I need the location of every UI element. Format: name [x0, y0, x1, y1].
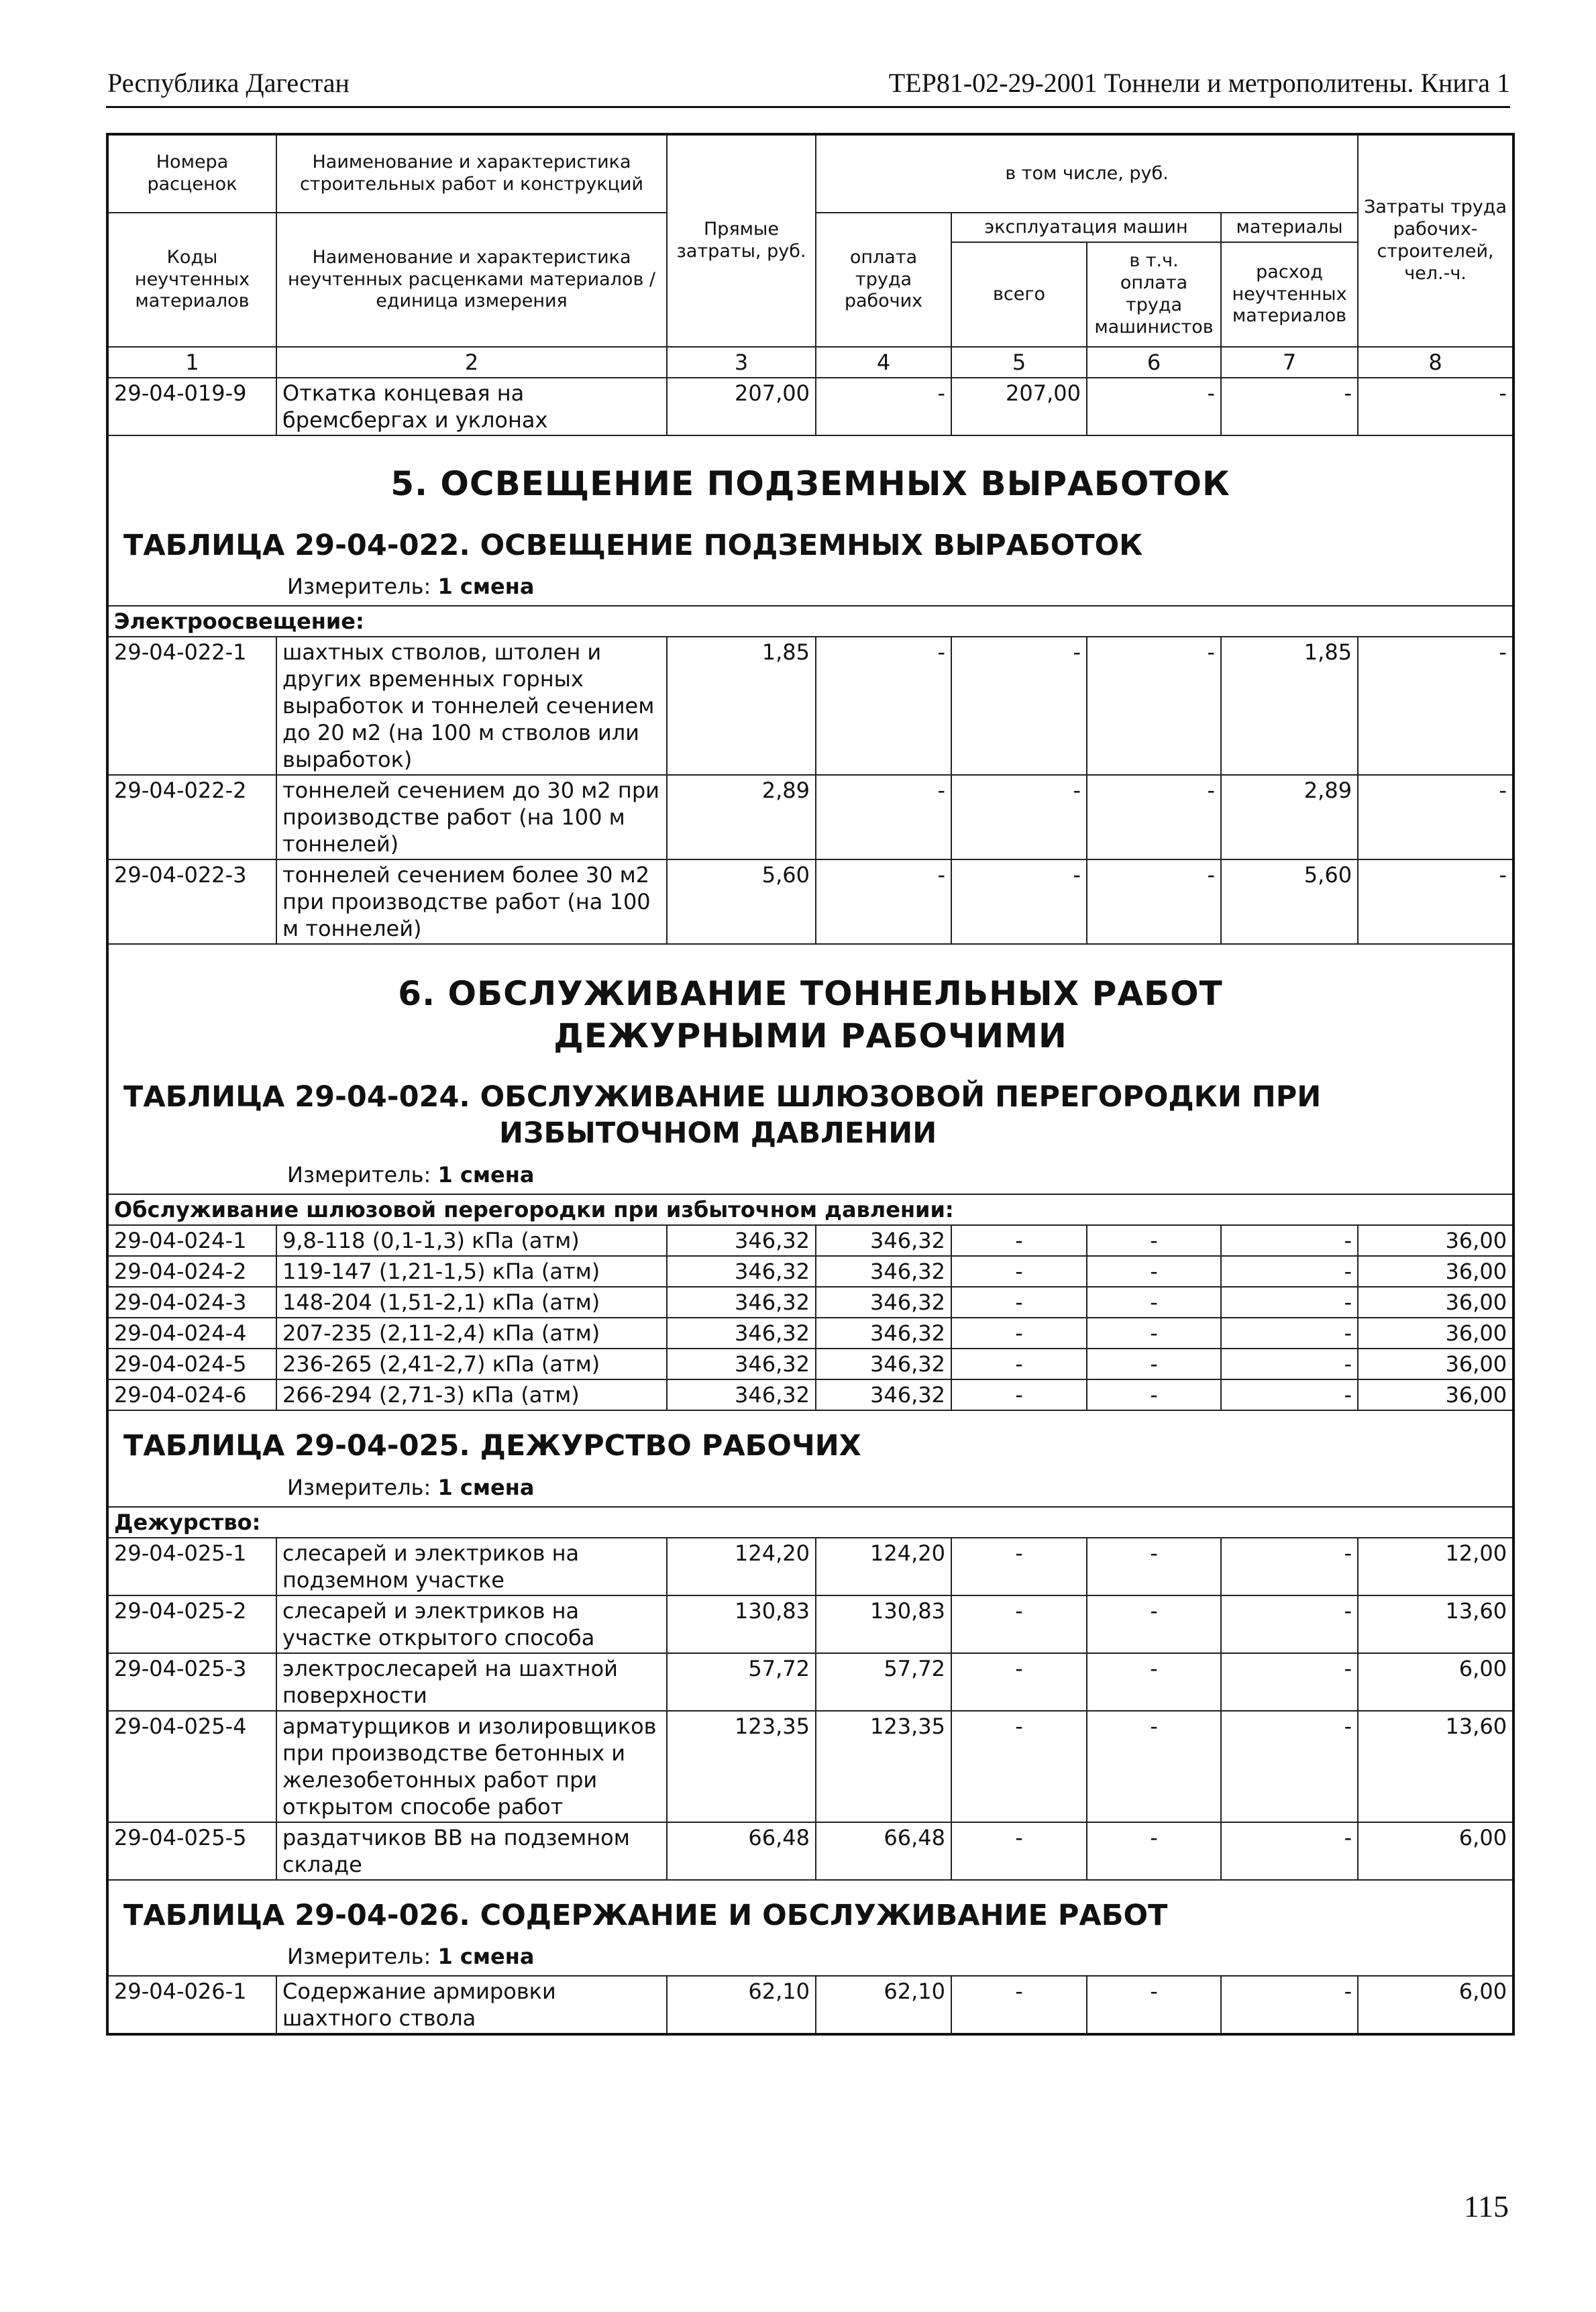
labor-pay: -	[816, 637, 951, 775]
col1-bottom-header: Коды неучтенных материалов	[107, 213, 276, 347]
labor-hours: 36,00	[1358, 1349, 1513, 1379]
labor-hours: 36,00	[1358, 1256, 1513, 1287]
rate-code: 29-04-022-3	[107, 859, 276, 944]
machines-total: -	[951, 1595, 1087, 1653]
materials-cost: -	[1221, 1287, 1358, 1318]
machinist-pay: -	[1087, 1822, 1221, 1880]
labor-hours: 36,00	[1358, 1225, 1513, 1256]
rate-code: 29-04-025-4	[107, 1711, 276, 1822]
machines-total: -	[951, 1318, 1087, 1349]
direct-costs: 346,32	[667, 1225, 816, 1256]
measure-label: Измеритель:	[287, 1161, 431, 1188]
labor-pay: -	[816, 859, 951, 944]
labor-pay: 346,32	[816, 1287, 951, 1318]
materials-cost: 1,85	[1221, 637, 1358, 775]
table-row	[107, 1976, 1513, 2034]
machines-total: 207,00	[951, 378, 1087, 435]
labor-hours: -	[1358, 637, 1513, 775]
direct-costs: 5,60	[667, 859, 816, 944]
table-row	[107, 637, 1513, 775]
machines-total: -	[951, 859, 1087, 944]
machinist-pay: -	[1087, 1256, 1221, 1287]
col4-header: оплата труда рабочих	[816, 213, 951, 347]
materials-cost: -	[1221, 1318, 1358, 1349]
rate-name: раздатчиков ВВ на подземном складе	[276, 1822, 667, 1880]
machinist-pay: -	[1087, 1595, 1221, 1653]
including-header: в том числе, руб.	[816, 134, 1358, 213]
measure-line	[114, 1471, 1507, 1505]
col2-bottom-header: Наименование и характеристика неучтенных расценками материалов / единица измерения	[276, 213, 667, 347]
direct-costs: 123,35	[667, 1711, 816, 1822]
materials-cost: -	[1221, 1349, 1358, 1379]
header-rule	[106, 106, 1510, 108]
measure-value: 1 смена	[437, 574, 535, 600]
col7-header: расход неучтенных материалов	[1221, 242, 1358, 347]
rate-code: 29-04-024-4	[107, 1318, 276, 1349]
materials-cost: -	[1221, 1653, 1358, 1711]
rate-name: Откатка концевая на бремсбергах и уклонах	[276, 378, 667, 435]
col1-top-header: Номера расценок	[107, 134, 276, 213]
section-block	[107, 1410, 1513, 1507]
col-number: 1	[107, 347, 276, 378]
direct-costs: 130,83	[667, 1595, 816, 1653]
table-title: ТАБЛИЦА 29-04-025. ДЕЖУРСТВО РАБОЧИХ	[123, 1428, 861, 1463]
col-number: 4	[816, 347, 951, 378]
direct-costs: 124,20	[667, 1538, 816, 1595]
machines-total: -	[951, 1711, 1087, 1822]
labor-hours: 36,00	[1358, 1379, 1513, 1410]
direct-costs: 346,32	[667, 1318, 816, 1349]
machines-total: -	[951, 1538, 1087, 1595]
col6-header: в т.ч. оплата труда машинистов	[1087, 242, 1221, 347]
labor-hours: 6,00	[1358, 1822, 1513, 1880]
measure-line	[114, 1159, 1507, 1192]
col8-header: Затраты труда рабочих-строителей, чел.-ч.	[1358, 134, 1513, 347]
machinist-pay: -	[1087, 775, 1221, 859]
rate-name: Содержание армировки шахтного ствола	[276, 1976, 667, 2034]
section-block	[107, 944, 1513, 1194]
col-number: 3	[667, 347, 816, 378]
rate-code: 29-04-025-2	[107, 1595, 276, 1653]
rate-code: 29-04-024-3	[107, 1287, 276, 1318]
section-block	[107, 1880, 1513, 1977]
col-number: 2	[276, 347, 667, 378]
table-row	[107, 859, 1513, 944]
labor-hours: 36,00	[1358, 1318, 1513, 1349]
labor-pay: -	[816, 775, 951, 859]
rate-code: 29-04-024-2	[107, 1256, 276, 1287]
materials-cost: -	[1221, 1379, 1358, 1410]
rate-code: 29-04-024-5	[107, 1349, 276, 1379]
materials-cost: -	[1221, 1822, 1358, 1880]
section-title: 5. ОСВЕЩЕНИЕ ПОДЗЕМНЫХ ВЫРАБОТОК	[390, 464, 1230, 503]
measure-label: Измеритель:	[287, 1474, 431, 1500]
labor-hours: 13,60	[1358, 1711, 1513, 1822]
materials-cost: -	[1221, 378, 1358, 435]
materials-cost: -	[1221, 1595, 1358, 1653]
machines-total: -	[951, 1379, 1087, 1410]
labor-hours: 13,60	[1358, 1595, 1513, 1653]
machines-total: -	[951, 1349, 1087, 1379]
measure-line	[114, 1940, 1507, 1974]
measure-value: 1 смена	[437, 1474, 535, 1500]
rate-name: 236-265 (2,41-2,7) кПа (атм)	[276, 1349, 667, 1379]
col-number: 6	[1087, 347, 1221, 378]
machines-total: -	[951, 775, 1087, 859]
measure-label: Измеритель:	[287, 574, 431, 600]
machines-total: -	[951, 1225, 1087, 1256]
table-row	[107, 1711, 1513, 1822]
column-numbers-row	[107, 347, 1513, 378]
measure-line	[114, 570, 1507, 604]
rate-code: 29-04-022-1	[107, 637, 276, 775]
machines-total: -	[951, 1287, 1087, 1318]
machinist-pay: -	[1087, 1318, 1221, 1349]
rate-name: слесарей и электриков на подземном участке	[276, 1538, 667, 1595]
rate-name: 266-294 (2,71-3) кПа (атм)	[276, 1379, 667, 1410]
materials-cost: -	[1221, 1711, 1358, 1822]
labor-pay: 346,32	[816, 1256, 951, 1287]
machines-total: -	[951, 637, 1087, 775]
table-title: ТАБЛИЦА 29-04-022. ОСВЕЩЕНИЕ ПОДЗЕМНЫХ ВЫРАБОТОК	[123, 528, 1143, 562]
rate-code: 29-04-024-6	[107, 1379, 276, 1410]
table-row	[107, 1256, 1513, 1287]
table-row	[107, 775, 1513, 859]
direct-costs: 66,48	[667, 1822, 816, 1880]
rate-name: 9,8-118 (0,1-1,3) кПа (атм)	[276, 1225, 667, 1256]
rate-code: 29-04-019-9	[107, 378, 276, 435]
table-row	[107, 378, 1513, 435]
measure-label: Измеритель:	[287, 1944, 431, 1970]
materials-cost: 2,89	[1221, 775, 1358, 859]
group-subheading: Дежурство:	[107, 1507, 1513, 1538]
machines-total: -	[951, 1976, 1087, 2034]
table-title: ТАБЛИЦА 29-04-026. СОДЕРЖАНИЕ И ОБСЛУЖИВАНИЕ РАБОТ	[123, 1898, 1168, 1932]
machinist-pay: -	[1087, 1538, 1221, 1595]
rate-name: тоннелей сечением до 30 м2 при производстве работ (на 100 м тоннелей)	[276, 775, 667, 859]
rate-name: электрослесарей на шахтной поверхности	[276, 1653, 667, 1711]
direct-costs: 207,00	[667, 378, 816, 435]
labor-hours: 6,00	[1358, 1653, 1513, 1711]
labor-pay: 130,83	[816, 1595, 951, 1653]
direct-costs: 346,32	[667, 1349, 816, 1379]
machinist-pay: -	[1087, 1379, 1221, 1410]
rate-code: 29-04-025-1	[107, 1538, 276, 1595]
table-title-line: ТАБЛИЦА 29-04-024. ОБСЛУЖИВАНИЕ ШЛЮЗОВОЙ ПЕРЕГОРОДКИ ПРИ	[123, 1080, 1322, 1114]
direct-costs: 346,32	[667, 1287, 816, 1318]
machinist-pay: -	[1087, 637, 1221, 775]
direct-costs: 1,85	[667, 637, 816, 775]
col-number: 8	[1358, 347, 1513, 378]
rate-name: 119-147 (1,21-1,5) кПа (атм)	[276, 1256, 667, 1287]
materials-cost: -	[1221, 1976, 1358, 2034]
machines-total: -	[951, 1653, 1087, 1711]
rate-code: 29-04-025-3	[107, 1653, 276, 1711]
direct-costs: 346,32	[667, 1256, 816, 1287]
measure-value: 1 смена	[437, 1161, 535, 1188]
labor-pay: 123,35	[816, 1711, 951, 1822]
table-row	[107, 1349, 1513, 1379]
labor-hours: -	[1358, 859, 1513, 944]
table-row	[107, 1595, 1513, 1653]
labor-hours: -	[1358, 775, 1513, 859]
col-number: 5	[951, 347, 1087, 378]
labor-pay: 346,32	[816, 1349, 951, 1379]
labor-pay: 346,32	[816, 1225, 951, 1256]
machinist-pay: -	[1087, 859, 1221, 944]
rate-code: 29-04-022-2	[107, 775, 276, 859]
rate-code: 29-04-024-1	[107, 1225, 276, 1256]
section-title-line: 6. ОБСЛУЖИВАНИЕ ТОННЕЛЬНЫХ РАБОТ	[398, 974, 1223, 1014]
measure-value: 1 смена	[437, 1944, 535, 1970]
labor-pay: 62,10	[816, 1976, 951, 2034]
col5-header: всего	[951, 242, 1087, 347]
table-title-line: ИЗБЫТОЧНОМ ДАВЛЕНИИ	[499, 1116, 937, 1150]
col2-top-header: Наименование и характеристика строительных работ и конструкций	[276, 134, 667, 213]
labor-hours: 6,00	[1358, 1976, 1513, 2034]
direct-costs: 57,72	[667, 1653, 816, 1711]
machinist-pay: -	[1087, 1653, 1221, 1711]
machines-total: -	[951, 1256, 1087, 1287]
machinist-pay: -	[1087, 378, 1221, 435]
direct-costs: 2,89	[667, 775, 816, 859]
rate-name: шахтных стволов, штолен и других временных горных выработок и тоннелей сечением до 20 м2 (на 100 м стволов или выработок)	[276, 637, 667, 775]
machines-header: эксплуатация машин	[951, 213, 1221, 242]
rate-name: 207-235 (2,11-2,4) кПа (атм)	[276, 1318, 667, 1349]
section-title-line: ДЕЖУРНЫМИ РАБОЧИМИ	[553, 1016, 1067, 1055]
table-row	[107, 1225, 1513, 1256]
machinist-pay: -	[1087, 1287, 1221, 1318]
page-number: 115	[1463, 2189, 1509, 2223]
rate-name: тоннелей сечением более 30 м2 при производстве работ (на 100 м тоннелей)	[276, 859, 667, 944]
materials-cost: 5,60	[1221, 859, 1358, 944]
labor-pay: 57,72	[816, 1653, 951, 1711]
rate-code: 29-04-026-1	[107, 1976, 276, 2034]
labor-pay: 124,20	[816, 1538, 951, 1595]
labor-pay: -	[816, 378, 951, 435]
table-row	[107, 1318, 1513, 1349]
table-row	[107, 1379, 1513, 1410]
machinist-pay: -	[1087, 1711, 1221, 1822]
materials-cost: -	[1221, 1256, 1358, 1287]
machinist-pay: -	[1087, 1225, 1221, 1256]
labor-pay: 346,32	[816, 1318, 951, 1349]
group-subheading: Электроосвещение:	[107, 606, 1513, 637]
col-number: 7	[1221, 347, 1358, 378]
table-row	[107, 1653, 1513, 1711]
machinist-pay: -	[1087, 1349, 1221, 1379]
running-header-left: Республика Дагестан	[107, 68, 350, 98]
direct-costs: 346,32	[667, 1379, 816, 1410]
table-header	[107, 134, 1513, 378]
labor-hours: 36,00	[1358, 1287, 1513, 1318]
labor-hours: -	[1358, 378, 1513, 435]
table-row	[107, 1822, 1513, 1880]
machines-total: -	[951, 1822, 1087, 1880]
rates-table	[106, 133, 1515, 2036]
rate-name: арматурщиков и изолировщиков при производстве бетонных и железобетонных работ при открытом способе работ	[276, 1711, 667, 1822]
rate-name: 148-204 (1,51-2,1) кПа (атм)	[276, 1287, 667, 1318]
machinist-pay: -	[1087, 1976, 1221, 2034]
col3-header: Прямые затраты, руб.	[667, 134, 816, 347]
group-subheading: Обслуживание шлюзовой перегородки при избыточном давлении:	[107, 1194, 1513, 1225]
labor-hours: 12,00	[1358, 1538, 1513, 1595]
rate-name: слесарей и электриков на участке открытого способа	[276, 1595, 667, 1653]
materials-cost: -	[1221, 1225, 1358, 1256]
section-title	[114, 946, 1507, 1063]
table-row	[107, 1538, 1513, 1595]
direct-costs: 62,10	[667, 1976, 816, 2034]
section-block	[107, 435, 1513, 606]
labor-pay: 66,48	[816, 1822, 951, 1880]
materials-header: материалы	[1221, 213, 1358, 242]
running-header-right: ТЕР81-02-29-2001 Тоннели и метрополитены. Книга 1	[888, 68, 1510, 98]
table-title	[114, 1063, 1507, 1159]
table-row	[107, 1287, 1513, 1318]
labor-pay: 346,32	[816, 1379, 951, 1410]
rate-code: 29-04-025-5	[107, 1822, 276, 1880]
materials-cost: -	[1221, 1538, 1358, 1595]
